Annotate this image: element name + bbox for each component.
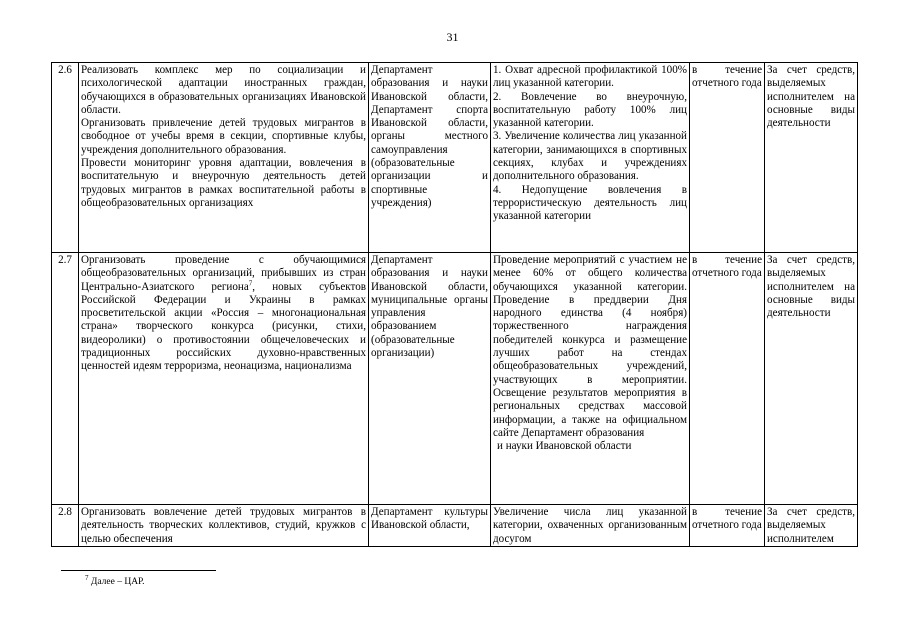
result-paragraph: Проведение мероприятий с участием не менее 60% от общего количества обучающихся указанной категории. Проведение в преддверии Дня народного единства (4 ноября) торжественного награждения победителей конкурса и размещение лучших работ на стендах общеобразовательных учреждений, участвующих в мероприятии. Освещение результатов мероприятия в региональных средствах массовой информации, а также на официальном сайте Департамент образования: [493, 254, 687, 439]
activity-text-start: Организовать проведение с обучающимися общеобразовательных организаций, прибывших из стран Центрально-Азиатского региона: [81, 254, 366, 293]
result-paragraph: 2. Вовлечение во внеурочную, воспитательную работу 100% лиц указанной категории.: [493, 90, 687, 130]
result-paragraph: и науки Ивановской области: [497, 440, 632, 453]
row-number: 2.6: [52, 63, 79, 253]
result-cell: [491, 253, 690, 505]
funding-cell: За счет средств, выделяемых исполнителем: [765, 505, 858, 547]
activity-paragraph: Провести мониторинг уровня адаптации, вовлечения в воспитательную и внеурочную деятельность детей трудовых мигрантов в рамках воспитательной работы в общеобразовательных организациях: [81, 157, 366, 209]
table-row-2-6: [52, 63, 858, 253]
activity-paragraph: Организовать привлечение детей трудовых мигрантов в свободное от учебы время в секции, спортивные клубы, учреждения дополнительного образования.: [81, 117, 366, 156]
activity-cell: [79, 63, 369, 253]
activity-cell: [79, 253, 369, 505]
funding-cell: За счет средств, выделяемых исполнителем на основные виды деятельности: [765, 63, 858, 253]
activity-cell: Организовать вовлечение детей трудовых мигрантов в деятельность творческих коллективов, студий, кружков с целью обеспечения: [79, 505, 369, 547]
result-paragraph: 4. Недопущение вовлечения в террористическую деятельность лиц указанной категории: [493, 183, 687, 223]
executor-cell: Департамент культуры Ивановской области,: [369, 505, 491, 547]
activity-paragraph: Реализовать комплекс мер по социализации и психологической адаптации иностранных граждан, обучающихся в образовательных организациях Ивановской области.: [81, 64, 366, 116]
footnote-marker: 7: [85, 573, 89, 582]
footnote-ref: 7: [248, 278, 253, 287]
table-row-2-8: [52, 505, 858, 547]
table-row-2-7: [52, 253, 858, 505]
term-cell: в течение отчетного года: [690, 505, 765, 547]
measures-table: [51, 62, 858, 547]
result-cell: [491, 63, 690, 253]
footnote-separator: [61, 570, 216, 571]
page-number: 31: [446, 30, 459, 44]
footnote-text: Далее – ЦАР.: [88, 577, 145, 587]
row-number: 2.8: [52, 505, 79, 547]
row-number: 2.7: [52, 253, 79, 505]
executor-cell: Департамент образования и науки Ивановской области, муниципальные органы управления образованием (образовательные организации): [369, 253, 491, 505]
result-cell: Увеличение числа лиц указанной категории, охваченных организованным досугом: [491, 505, 690, 547]
term-cell: в течение отчетного года: [690, 253, 765, 505]
result-paragraph: 1. Охват адресной профилактикой 100% лиц указанной категории.: [493, 64, 687, 90]
result-paragraph: 3. Увеличение количества лиц указанной категории, занимающихся в спортивных секциях, клубах и учреждениях дополнительного образования.: [493, 130, 687, 183]
term-cell: в течение отчетного года: [690, 63, 765, 253]
activity-paragraph: [81, 254, 366, 374]
executor-cell: Департамент образования и науки Ивановской области, Департамент спорта Ивановской области, органы местного самоуправления (образовательные организации и спортивные учреждения): [369, 63, 491, 253]
activity-text-end: , новых субъектов Российской Федерации и Украины в рамках просветительской акции «Россия – многонациональная страна» творческого конкурса (рисунки, стихи, видеоролики) о противостоянии общечеловеческих и традиционных российских духовно-нравственных ценностей идеям терроризма, неонацизма, национализма: [81, 280, 367, 373]
footnote: [85, 573, 145, 587]
funding-cell: За счет средств, выделяемых исполнителем на основные виды деятельности: [765, 253, 858, 505]
